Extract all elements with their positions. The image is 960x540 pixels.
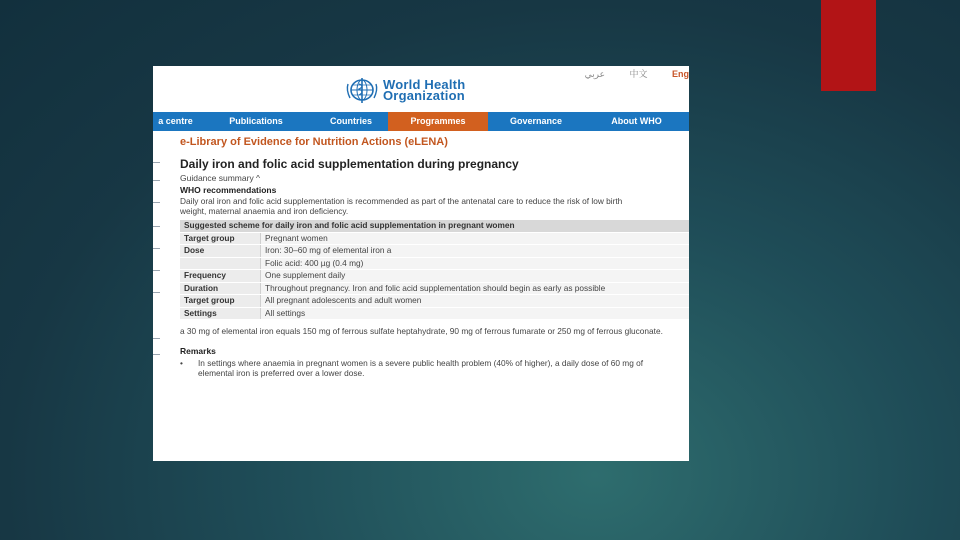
- table-header: Suggested scheme for daily iron and folic acid supplementation in pregnant women: [180, 220, 689, 232]
- lang-english-link[interactable]: Eng: [672, 69, 689, 79]
- table-row: [180, 307, 689, 320]
- intro-paragraph: Daily oral iron and folic acid supplementation is recommended as part of the antenatal care to reduce the risk of low birth weight, maternal anaemia and iron deficiency.: [180, 196, 623, 216]
- who-logo[interactable]: [345, 76, 465, 104]
- table-row: [180, 245, 689, 258]
- row-key: Duration: [180, 282, 261, 295]
- row-value: Iron: 30–60 mg of elemental iron a: [261, 245, 690, 258]
- lang-arabic-link[interactable]: عربي: [584, 69, 605, 79]
- row-key: Settings: [180, 307, 261, 320]
- row-key: Target group: [180, 232, 261, 245]
- table-row: [180, 270, 689, 283]
- nav-item-media-centre[interactable]: a centre: [158, 116, 193, 126]
- library-title[interactable]: e-Library of Evidence for Nutrition Actions (eLENA): [180, 136, 448, 148]
- row-value: All settings: [261, 307, 690, 320]
- org-name-line1: World Health: [383, 77, 466, 92]
- main-content: [180, 136, 689, 378]
- guidance-summary-toggle[interactable]: Guidance summary ^: [180, 173, 261, 183]
- remark-text: In settings where anaemia in pregnant women is a severe public health problem (40% of higher), a daily dose of 60 mg of elemental iron is preferred over a lower dose.: [198, 358, 644, 378]
- main-nav: [153, 112, 689, 131]
- nav-item-governance[interactable]: Governance: [509, 116, 563, 126]
- who-logo-text: [383, 79, 465, 101]
- table-row: [180, 282, 689, 295]
- nav-item-programmes[interactable]: Programmes: [388, 112, 488, 131]
- row-value: Pregnant women: [261, 232, 690, 245]
- remarks-heading: Remarks: [180, 346, 216, 356]
- red-accent-tab: [821, 0, 876, 91]
- row-key: Frequency: [180, 270, 261, 283]
- table-row: [180, 295, 689, 308]
- table-header-row: [180, 220, 689, 232]
- table-row: [180, 232, 689, 245]
- org-name-line2: Organization: [383, 88, 465, 103]
- bullet-icon: •: [180, 358, 183, 368]
- row-value: All pregnant adolescents and adult women: [261, 295, 690, 308]
- nav-item-countries[interactable]: Countries: [329, 116, 372, 126]
- row-value: Folic acid: 400 µg (0.4 mg): [261, 257, 690, 270]
- page-title: Daily iron and folic acid supplementation during pregnancy: [180, 157, 519, 171]
- table-footnote: a 30 mg of elemental iron equals 150 mg of ferrous sulfate heptahydrate, 90 mg of ferrous fumarate or 250 mg of ferrous gluconate.: [180, 326, 663, 336]
- supplementation-table: [180, 220, 689, 320]
- table-row: [180, 257, 689, 270]
- language-bar: [585, 67, 689, 80]
- row-value: One supplement daily: [261, 270, 690, 283]
- who-recommendations-heading: WHO recommendations: [180, 185, 277, 195]
- row-key: [180, 257, 261, 270]
- nav-item-publications[interactable]: Publications: [229, 116, 283, 126]
- row-key: Target group: [180, 295, 261, 308]
- sidebar-edge: [153, 132, 163, 461]
- list-item: [180, 358, 680, 378]
- webpage-screenshot: [153, 66, 689, 461]
- lang-chinese-link[interactable]: 中文: [629, 69, 648, 79]
- nav-item-about-who[interactable]: About WHO: [611, 116, 662, 126]
- row-key: Dose: [180, 245, 261, 258]
- row-value: Throughout pregnancy. Iron and folic acid supplementation should begin as early as possible: [261, 282, 690, 295]
- who-emblem-icon: [345, 76, 379, 104]
